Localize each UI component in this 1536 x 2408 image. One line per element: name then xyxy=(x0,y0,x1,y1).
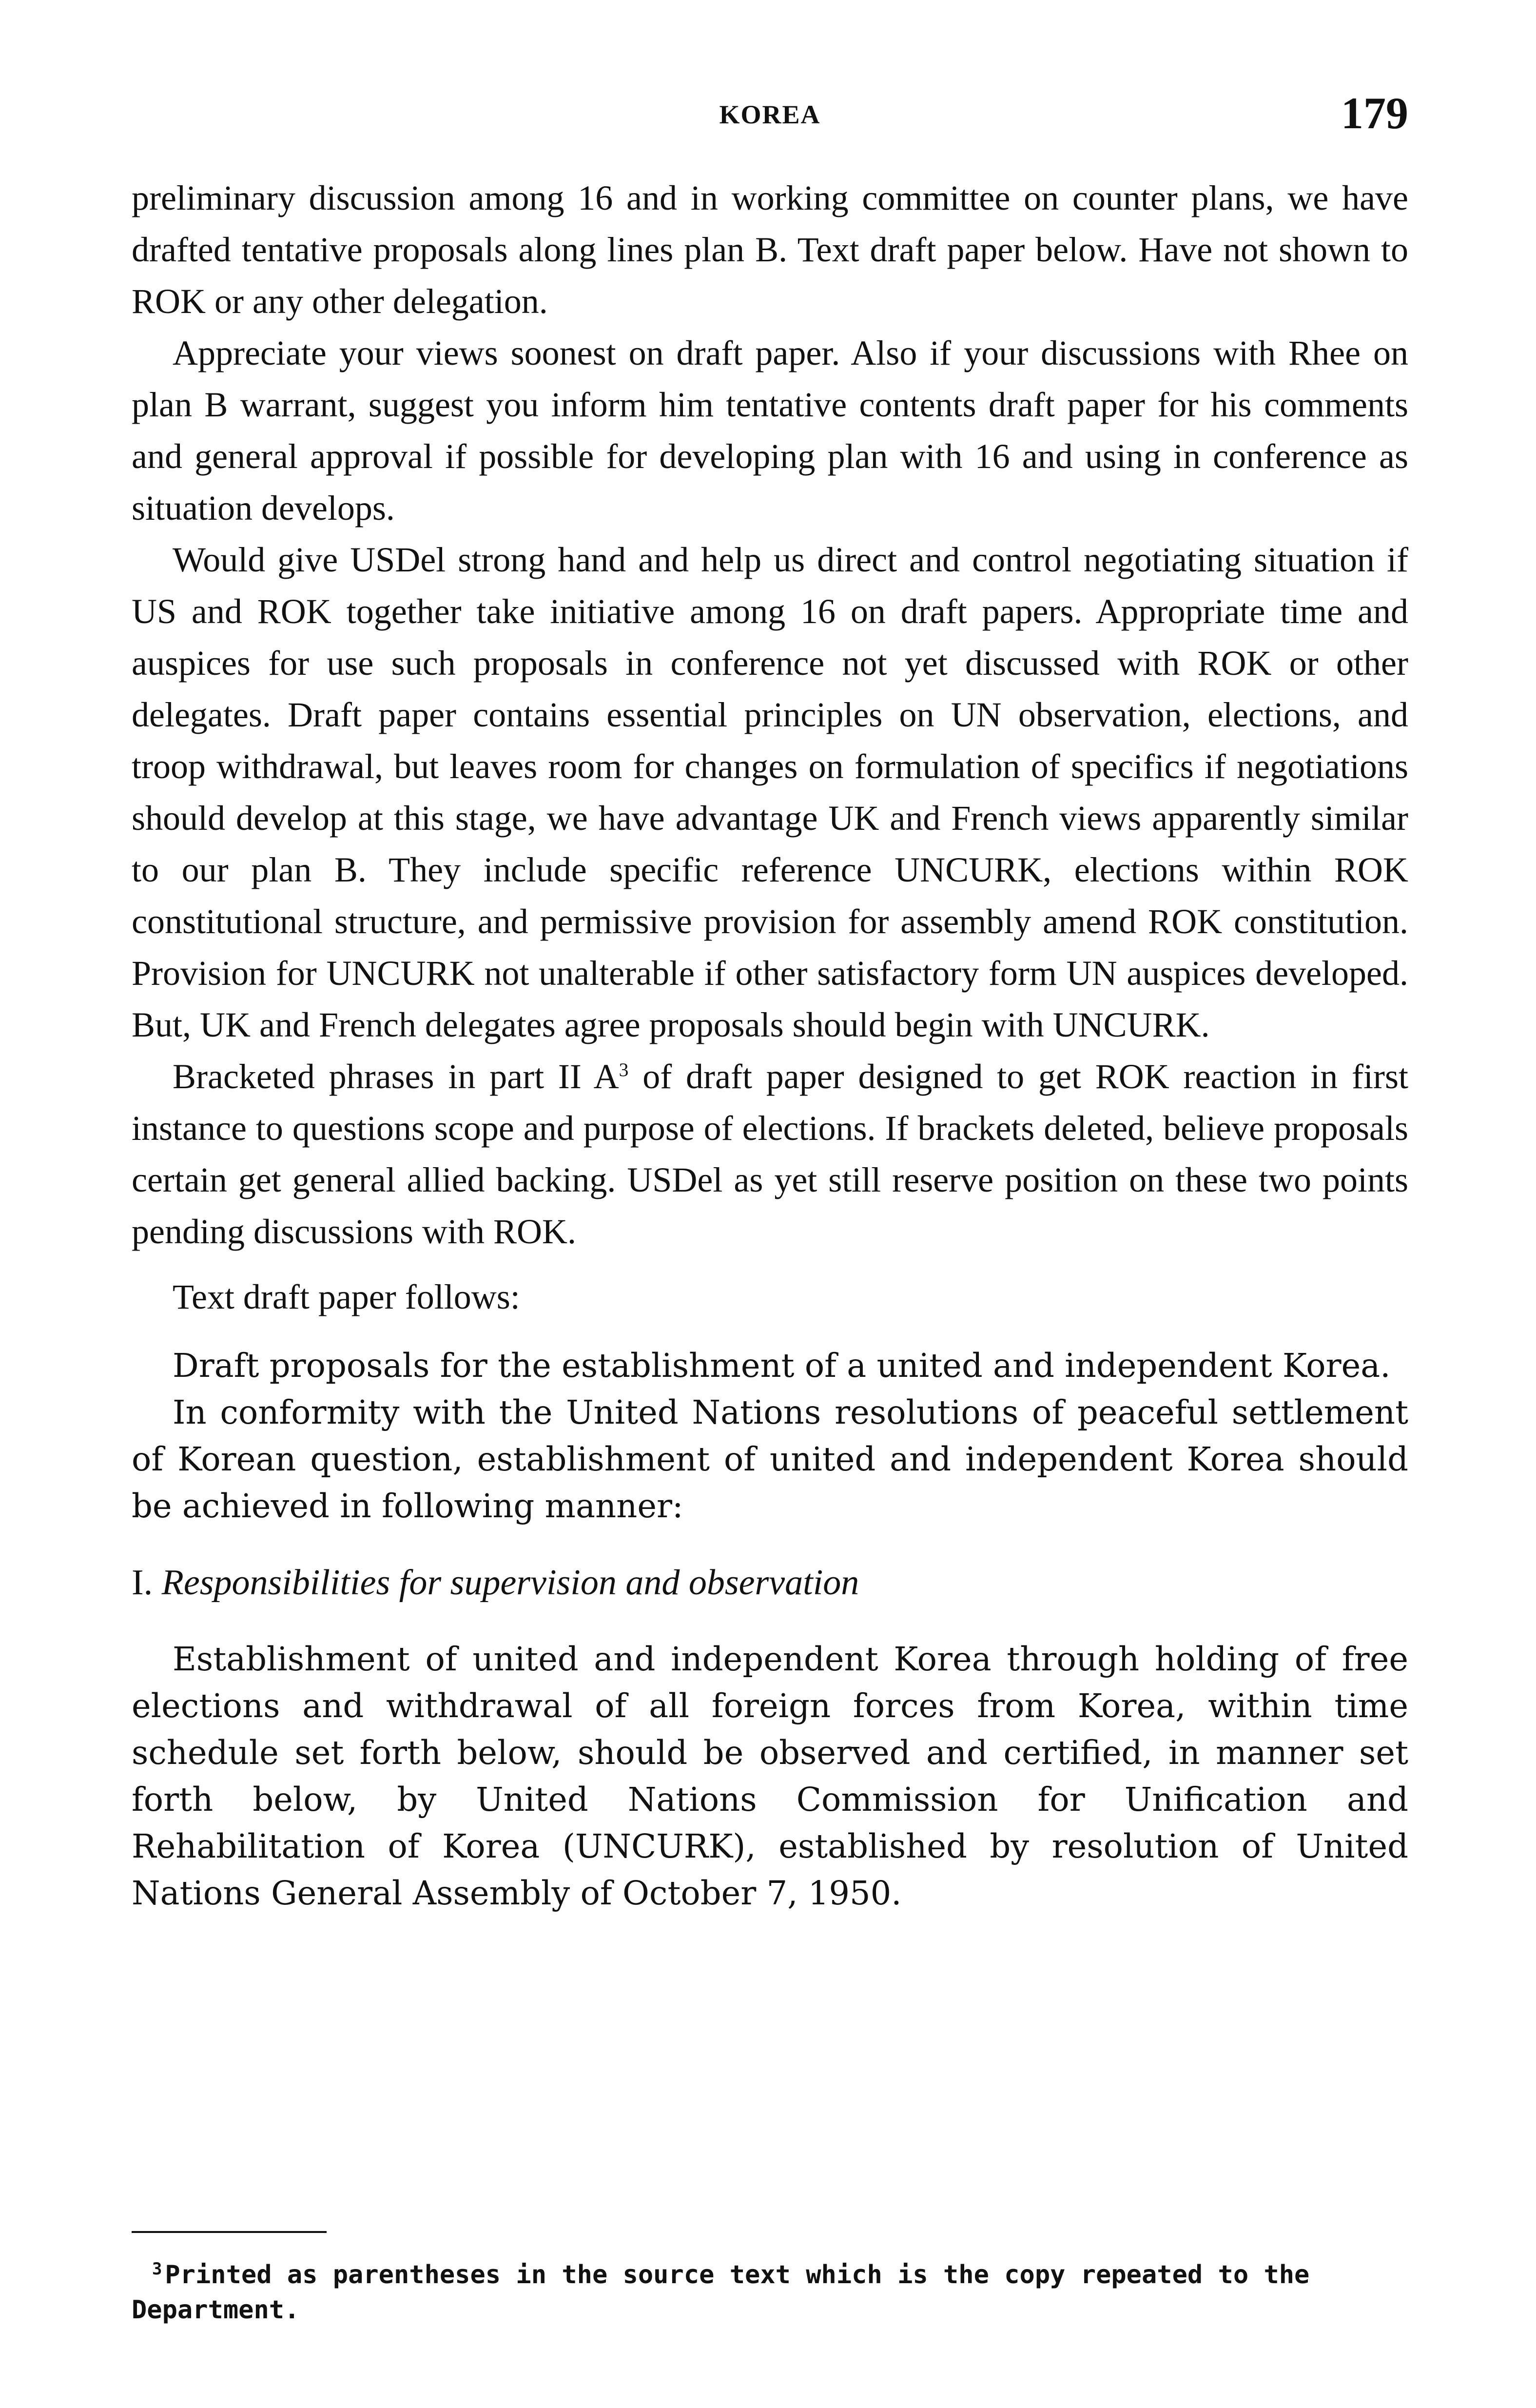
section-number: I. xyxy=(132,1563,153,1603)
section-title: Responsibilities for supervision and observation xyxy=(161,1563,859,1603)
running-head: KOREA xyxy=(719,100,821,129)
paragraph-3: Would give USDel strong hand and help us direct and control negotiating situation if US and ROK together take initiative among 16 on draft papers. Appropriate time and auspices for use such proposals in conference not yet discussed with ROK or other delegates. Draft paper contains essential principles on UN observation, elections, and troop withdrawal, but leaves room for changes on formulation of specifics if negotiations should develop at this stage, we have advantage UK and French views apparently similar to our plan B. They include specific reference UNCURK, elections within ROK constitutional structure, and permissive provision for assembly amend ROK constitution. Provision for UNCURK not unalterable if other satisfactory form UN auspices developed. But, UK and French delegates agree proposals should begin with UNCURK. xyxy=(132,540,1408,1044)
section-text: Establishment of united and independent Korea through holding of free elections and withdrawal of all foreign forces from Korea, within time schedule set forth below, should be observed and certified, in manner set forth below, by United Nations Commission for Unification and Rehabilitation of Korea (UNCURK), established by resolution of United Nations General Assembly of October 7, 1950. xyxy=(132,1640,1408,1912)
draft-title: Draft proposals for the establishment of a united and independent Korea. xyxy=(173,1347,1391,1385)
paragraph-4-start: Bracketed phrases in part II A xyxy=(173,1057,619,1096)
draft-paper xyxy=(132,1342,1408,1917)
page-number: 179 xyxy=(1341,88,1408,138)
paragraph-1: preliminary discussion among 16 and in working committee on counter plans, we have drafted tentative proposals along lines plan B. Text draft paper below. Have not shown to ROK or any other delegation. xyxy=(132,178,1408,321)
footnote xyxy=(132,2257,1408,2328)
footnote-divider xyxy=(132,2231,327,2233)
footnote-marker: 3 xyxy=(152,2259,162,2278)
page-header xyxy=(132,88,1408,144)
paragraph-5: Text draft paper follows: xyxy=(173,1277,520,1316)
section-heading xyxy=(132,1557,1408,1608)
paragraph-4 xyxy=(132,1051,1408,1257)
main-body xyxy=(132,172,1408,1917)
footnote-text: Printed as parentheses in the source text which is the copy repeated to the Department. xyxy=(132,2260,1310,2325)
footnote-reference: 3 xyxy=(619,1059,629,1080)
paragraph-2: Appreciate your views soonest on draft paper. Also if your discussions with Rhee on plan B warrant, suggest you inform him tentative contents draft paper for his comments and general approval if possible for developing plan with 16 and using in conference as situation develops. xyxy=(132,333,1408,528)
paragraph-4-end: of draft paper designed to get ROK reaction in first instance to questions scope and purpose of elections. If brackets deleted, believe proposals certain get general allied backing. USDel as yet still reserve position on these two points pending discussions with ROK. xyxy=(132,1057,1408,1251)
draft-intro: In conformity with the United Nations resolutions of peaceful settlement of Korean question, establishment of united and independent Korea should be achieved in following manner: xyxy=(132,1393,1408,1525)
